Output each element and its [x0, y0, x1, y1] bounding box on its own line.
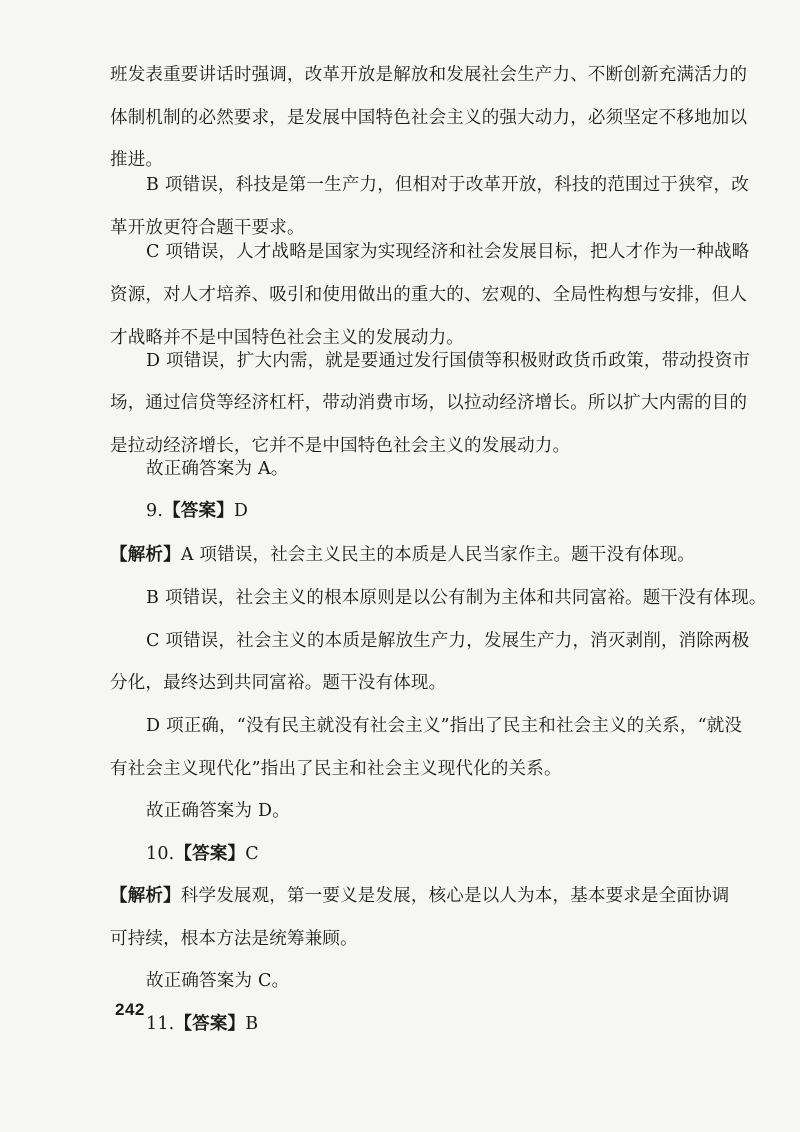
answer-value: D	[233, 501, 249, 521]
answer-label: 【答案】	[174, 1014, 246, 1034]
question-number: 11.	[146, 1014, 175, 1034]
paragraph-line: 场，通过信贷等经济杠杆，带动消费市场，以拉动经济增长。所以扩大内需的目的	[110, 393, 748, 413]
paragraph-line: B 项错误，社会主义的根本原则是以公有制为主体和共同富裕。题干没有体现。	[146, 588, 767, 608]
paragraph-line: 班发表重要讲话时强调，改革开放是解放和发展社会生产力、不断创新充满活力的	[110, 65, 748, 85]
paragraph-line: D 项正确，“没有民主就没有社会主义”指出了民主和社会主义的关系，“就没	[146, 716, 743, 736]
answer-line: 故正确答案为 C。	[146, 971, 290, 991]
analysis-label: 【解析】	[110, 886, 181, 906]
answer-value: B	[245, 1014, 259, 1034]
question-9-answer	[146, 491, 725, 531]
paragraph-line: 可持续，根本方法是统筹兼顾。	[110, 929, 358, 949]
question-9-analysis	[110, 535, 725, 575]
paragraph-line: 有社会主义现代化”指出了民主和社会主义现代化的关系。	[110, 759, 562, 779]
analysis-label: 【解析】	[110, 545, 181, 565]
answer-label: 【答案】	[174, 844, 246, 864]
paragraph-line: 推进。	[110, 150, 164, 170]
paragraph-line: 体制机制的必然要求，是发展中国特色社会主义的强大动力，必须坚定不移地加以	[110, 108, 748, 128]
question-10-answer	[146, 834, 725, 874]
answer-label: 【答案】	[163, 501, 234, 521]
paragraph-line: 革开放更符合题干要求。	[110, 218, 305, 238]
analysis-text: A 项错误，社会主义民主的本质是人民当家作主。题干没有体现。	[180, 545, 696, 565]
paragraph-line: 资源，对人才培养、吸引和使用做出的重大的、宏观的、全局性构想与安排，但人	[110, 285, 748, 305]
question-number: 10.	[146, 844, 175, 864]
page-number: 242	[115, 1000, 145, 1019]
answer-line: 故正确答案为 A。	[146, 459, 289, 479]
paragraph-line: D 项错误，扩大内需，就是要通过发行国债等积极财政货币政策，带动投资市	[146, 351, 751, 371]
answer-line: 故正确答案为 D。	[146, 801, 290, 821]
analysis-text: 科学发展观，第一要义是发展，核心是以人为本，基本要求是全面协调	[180, 886, 730, 906]
answer-value: C	[245, 844, 259, 864]
paragraph-line: C 项错误，人才战略是国家为实现经济和社会发展目标，把人才作为一种战略	[146, 242, 750, 262]
paragraph-line: C 项错误，社会主义的本质是解放生产力，发展生产力，消灭剥削，消除两极	[146, 631, 750, 651]
question-10-analysis	[110, 876, 730, 916]
paragraph-line: 才战略并不是中国特色社会主义的发展动力。	[110, 328, 464, 348]
paragraph-line: B 项错误，科技是第一生产力，但相对于改革开放，科技的范围过于狭窄，改	[146, 175, 749, 195]
question-11-answer	[146, 1004, 725, 1044]
question-number: 9.	[146, 501, 164, 521]
paragraph-line: 分化，最终达到共同富裕。题干没有体现。	[110, 673, 447, 693]
paragraph-line: 是拉动经济增长，它并不是中国特色社会主义的发展动力。	[110, 436, 571, 456]
